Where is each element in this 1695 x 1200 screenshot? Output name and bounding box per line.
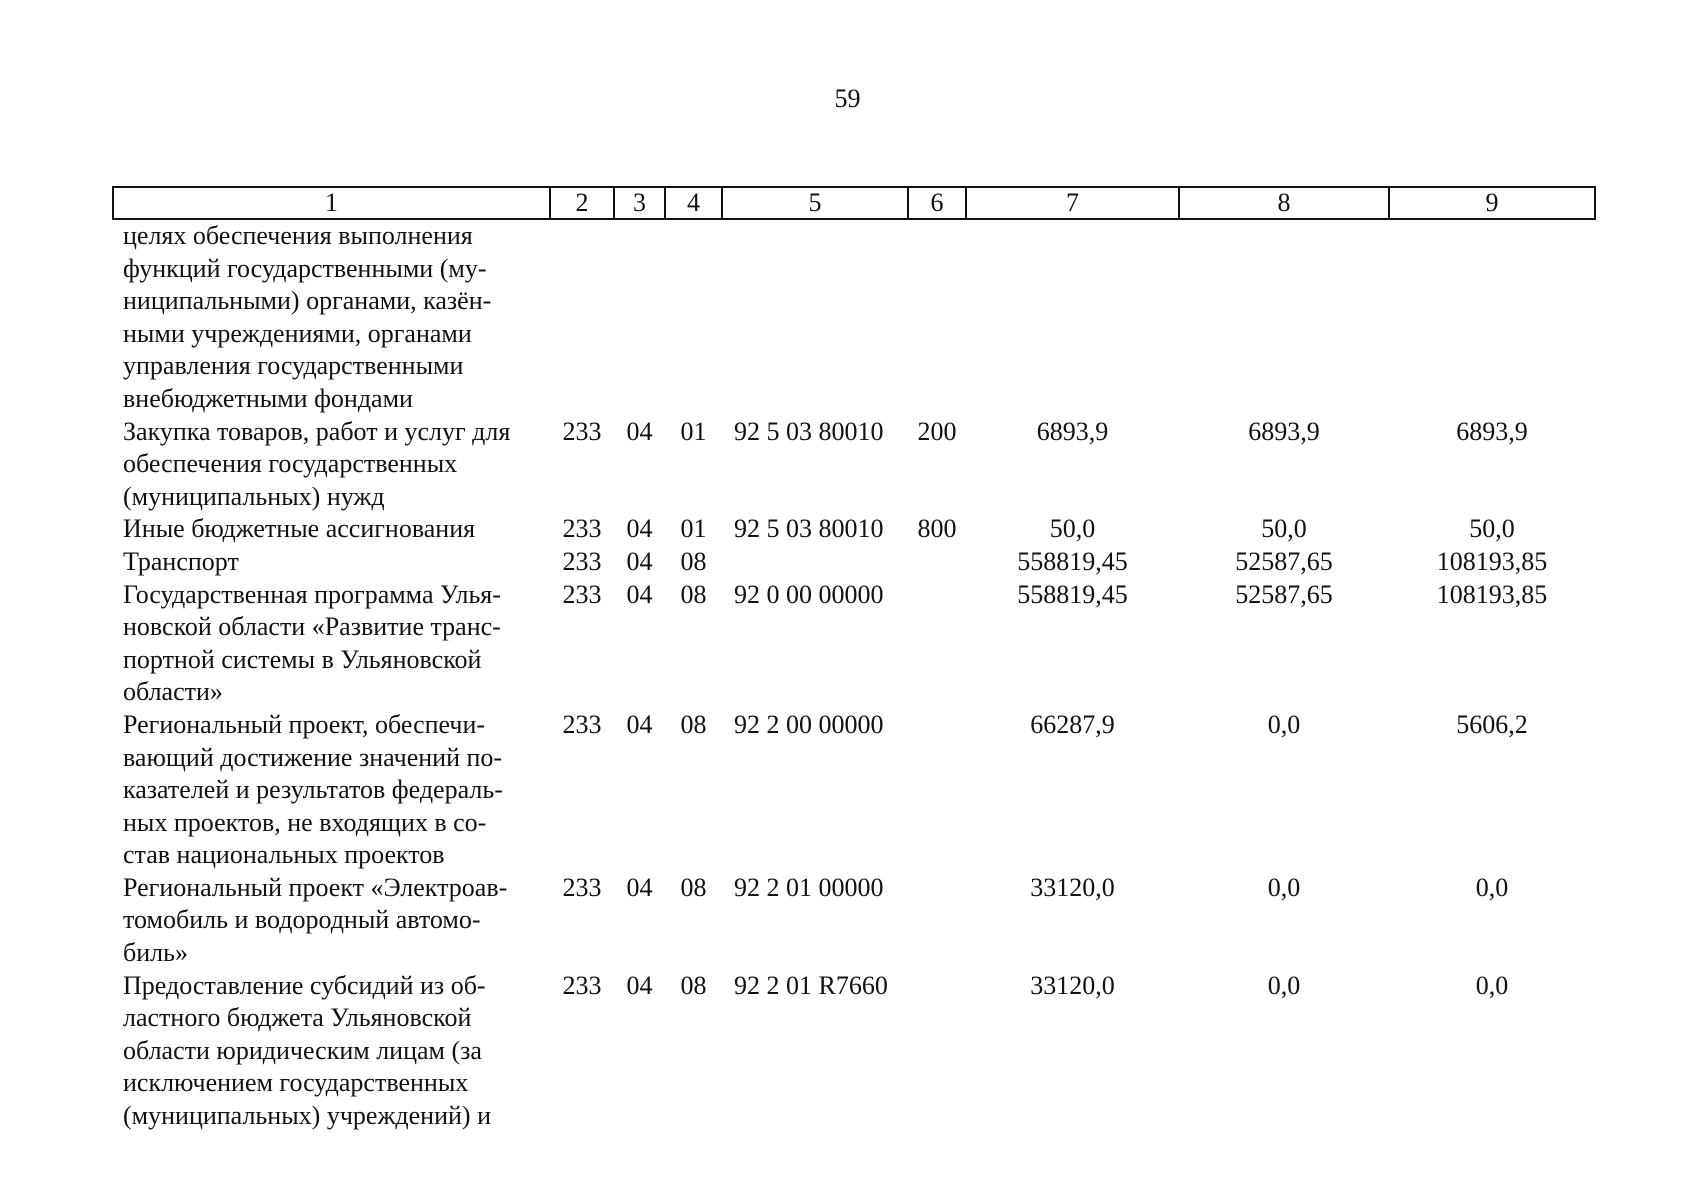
cell-description [113,872,550,970]
cell-code-section [614,219,665,416]
description-line: ных проектов, не входящих в со- [123,807,487,837]
table-row [113,416,1595,514]
cell-amount-col7: 33120,0 [1030,872,1115,902]
cell-amount-col9: 0,0 [1475,970,1509,1000]
cell-code-subsection: 08 [680,579,707,609]
column-header-7: 7 [966,187,1179,219]
cell-code-expense-type: 200 [917,416,957,446]
description-line: (муниципальных) учреждений) и [123,1101,491,1131]
description-line: обеспечения государственных [123,449,458,479]
description-line: Иные бюджетные ассигнования [123,514,476,544]
cell-code-subsection: 01 [680,416,707,446]
cell-code-ministry: 233 [562,872,602,902]
cell-code-expense-type [908,579,966,709]
cell-amount-col7: 558819,45 [1017,579,1128,609]
cell-code-section: 04 [626,970,653,1000]
description-line: став национальных проектов [123,840,445,870]
cell-code-section: 04 [626,872,653,902]
table-body [113,219,1595,1133]
cell-amount-col8: 52587,65 [1235,546,1333,576]
cell-description [113,513,550,546]
cell-amount-col8 [1179,219,1389,416]
description-line: (муниципальных) нужд [123,481,385,511]
cell-code-expense-type [908,872,966,970]
table-header [113,187,1595,219]
column-header-8: 8 [1179,187,1389,219]
cell-amount-col7: 33120,0 [1030,970,1115,1000]
cell-code-ministry: 233 [562,970,602,1000]
table-row [113,513,1595,546]
cell-amount-col9 [1389,219,1595,416]
cell-code-target-article: 92 5 03 80010 [734,416,884,446]
cell-amount-col8: 0,0 [1267,872,1301,902]
cell-code-ministry: 233 [562,546,602,576]
cell-code-expense-type [908,219,966,416]
cell-description [113,970,550,1133]
cell-code-section: 04 [626,514,653,544]
header-row [113,187,1595,219]
cell-code-target-article: 92 5 03 80010 [734,514,884,544]
cell-amount-col7: 66287,9 [1030,709,1115,739]
cell-code-expense-type [908,970,966,1133]
cell-amount-col8: 0,0 [1267,709,1301,739]
cell-description [113,219,550,416]
cell-code-ministry: 233 [562,709,602,739]
cell-description [113,579,550,709]
cell-code-target-article: 92 0 00 00000 [734,579,884,609]
cell-code-ministry [550,219,614,416]
cell-amount-col8: 0,0 [1267,970,1301,1000]
cell-amount-col8: 50,0 [1261,514,1307,544]
cell-code-target-article: 92 2 00 00000 [734,709,884,739]
description-line: ниципальными) органами, казён- [123,286,492,316]
cell-amount-col8: 52587,65 [1235,579,1333,609]
cell-amount-col8: 6893,9 [1248,416,1320,446]
description-line: томобиль и водородный автомо- [123,905,481,935]
cell-code-subsection: 08 [680,546,707,576]
cell-code-target-article [722,219,908,416]
cell-amount-col7 [966,219,1179,416]
cell-code-subsection: 08 [680,709,707,739]
cell-description [113,546,550,579]
description-line: Государственная программа Улья- [123,579,501,609]
column-header-2: 2 [550,187,614,219]
cell-code-expense-type: 800 [917,514,957,544]
description-line: исключением государственных [123,1068,469,1098]
cell-code-subsection: 08 [680,872,707,902]
cell-amount-col9: 6893,9 [1456,416,1528,446]
description-line: Региональный проект «Электроав- [123,872,508,902]
description-line: казателей и результатов федераль- [123,775,503,805]
cell-amount-col9: 50,0 [1469,514,1515,544]
description-line: вающий достижение значений по- [123,742,503,772]
cell-amount-col7: 6893,9 [1036,416,1109,446]
description-line: биль» [123,938,188,968]
cell-code-subsection: 01 [680,514,707,544]
cell-code-subsection: 08 [680,970,707,1000]
table-row [113,872,1595,970]
table-row [113,709,1595,872]
description-line: Региональный проект, обеспечи- [123,709,486,739]
column-header-1: 1 [113,187,550,219]
cell-code-subsection [665,219,722,416]
budget-table [112,186,1596,1133]
cell-code-target-article [722,546,908,579]
cell-code-ministry: 233 [562,416,602,446]
cell-code-target-article: 92 2 01 00000 [734,872,884,902]
cell-description [113,709,550,872]
cell-amount-col7: 558819,45 [1017,546,1128,576]
description-line: новской области «Развитие транс- [123,612,501,642]
description-line: Предоставление субсидий из об- [123,970,486,1000]
description-line: Транспорт [123,546,239,576]
cell-code-ministry: 233 [562,579,602,609]
column-header-9: 9 [1389,187,1595,219]
page-number: 59 [834,84,861,113]
cell-code-section: 04 [626,416,653,446]
description-line: внебюджетными фондами [123,383,413,413]
description-line: области» [123,677,223,707]
cell-description [113,416,550,514]
description-line: целях обеспечения выполнения [123,221,473,250]
table-row [113,546,1595,579]
cell-code-expense-type [908,709,966,872]
column-header-3: 3 [614,187,665,219]
description-line: ными учреждениями, органами [123,318,472,348]
cell-amount-col7: 50,0 [1049,514,1096,544]
description-line: портной системы в Ульяновской [123,644,482,674]
cell-code-target-article: 92 2 01 R7660 [734,970,888,1000]
description-line: области юридическим лицам (за [123,1035,482,1065]
cell-code-section: 04 [626,546,653,576]
cell-amount-col9: 108193,85 [1436,579,1548,609]
cell-code-section: 04 [626,709,653,739]
cell-code-ministry: 233 [562,514,602,544]
cell-amount-col9: 5606,2 [1456,709,1528,739]
description-line: функций государственными (му- [123,253,487,283]
cell-amount-col9: 0,0 [1475,872,1509,902]
column-header-4: 4 [665,187,722,219]
description-line: ластного бюджета Ульяновской [123,1003,472,1033]
table-row [113,219,1595,416]
description-line: Закупка товаров, работ и услуг для [123,416,511,446]
column-header-6: 6 [908,187,966,219]
cell-amount-col9: 108193,85 [1436,546,1548,576]
cell-code-section: 04 [626,579,653,609]
table-row [113,970,1595,1133]
description-line: управления государственными [123,351,464,381]
cell-code-expense-type [908,546,966,579]
table-row [113,579,1595,709]
column-header-5: 5 [722,187,908,219]
